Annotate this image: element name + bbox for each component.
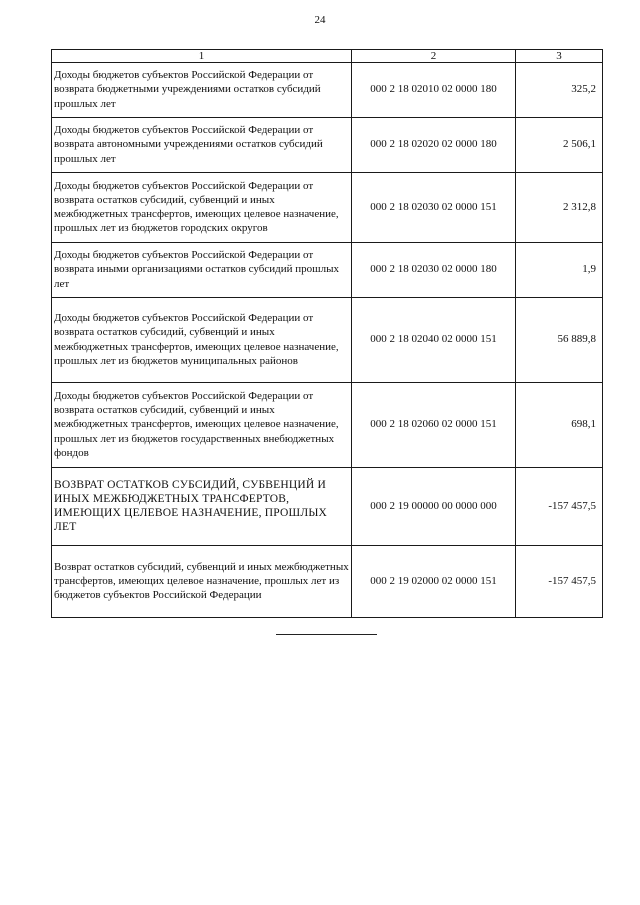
end-of-document-rule	[276, 634, 377, 635]
row-amount: 1,9	[516, 243, 603, 298]
column-header-3: 3	[516, 50, 603, 63]
row-budget-code: 000 2 19 00000 00 0000 000	[352, 468, 516, 546]
table-row	[52, 298, 603, 383]
row-description: Доходы бюджетов субъектов Российской Федерации от возврата бюджетными учреждениями остатков субсидий прошлых лет	[52, 63, 352, 118]
row-amount: 2 506,1	[516, 118, 603, 173]
budget-revenue-table	[51, 49, 603, 618]
column-number-row	[52, 50, 603, 63]
row-budget-code: 000 2 18 02030 02 0000 180	[352, 243, 516, 298]
row-budget-code: 000 2 18 02020 02 0000 180	[352, 118, 516, 173]
section-total-row	[52, 468, 603, 546]
row-budget-code: 000 2 18 02060 02 0000 151	[352, 383, 516, 468]
column-header-2: 2	[352, 50, 516, 63]
row-amount: 698,1	[516, 383, 603, 468]
row-description: Доходы бюджетов субъектов Российской Федерации от возврата иными организациями остатков субсидий прошлых лет	[52, 243, 352, 298]
table-row	[52, 243, 603, 298]
row-amount: 2 312,8	[516, 173, 603, 243]
row-budget-code: 000 2 19 02000 02 0000 151	[352, 546, 516, 618]
row-description: Возврат остатков субсидий, субвенций и иных межбюджетных трансфертов, имеющих целевое назначение, прошлых лет из бюджетов субъектов Российской Федерации	[52, 546, 352, 618]
row-amount: 56 889,8	[516, 298, 603, 383]
row-description: Доходы бюджетов субъектов Российской Федерации от возврата остатков субсидий, субвенций и иных межбюджетных трансфертов, имеющих целевое назначение, прошлых лет из бюджетов городских округов	[52, 173, 352, 243]
row-budget-code: 000 2 18 02010 02 0000 180	[352, 63, 516, 118]
row-description: Доходы бюджетов субъектов Российской Федерации от возврата автономными учреждениями остатков субсидий прошлых лет	[52, 118, 352, 173]
table-row	[52, 383, 603, 468]
row-budget-code: 000 2 18 02030 02 0000 151	[352, 173, 516, 243]
row-description: ВОЗВРАТ ОСТАТКОВ СУБСИДИЙ, СУБВЕНЦИЙ И ИНЫХ МЕЖБЮДЖЕТНЫХ ТРАНСФЕРТОВ, ИМЕЮЩИХ ЦЕЛЕВОЕ НАЗНАЧЕНИЕ, ПРОШЛЫХ ЛЕТ	[52, 468, 352, 546]
row-description: Доходы бюджетов субъектов Российской Федерации от возврата остатков субсидий, субвенций и иных межбюджетных трансфертов, имеющих целевое назначение, прошлых лет из бюджетов муниципальных районов	[52, 298, 352, 383]
table-row	[52, 173, 603, 243]
row-description: Доходы бюджетов субъектов Российской Федерации от возврата остатков субсидий, субвенций и иных межбюджетных трансфертов, имеющих целевое назначение, прошлых лет из бюджетов государственных внебюджетных фондов	[52, 383, 352, 468]
column-header-1: 1	[52, 50, 352, 63]
page-number: 24	[314, 14, 326, 26]
row-amount: 325,2	[516, 63, 603, 118]
row-budget-code: 000 2 18 02040 02 0000 151	[352, 298, 516, 383]
table-row	[52, 63, 603, 118]
row-amount: -157 457,5	[516, 546, 603, 618]
table-row	[52, 546, 603, 618]
row-amount: -157 457,5	[516, 468, 603, 546]
table-row	[52, 118, 603, 173]
